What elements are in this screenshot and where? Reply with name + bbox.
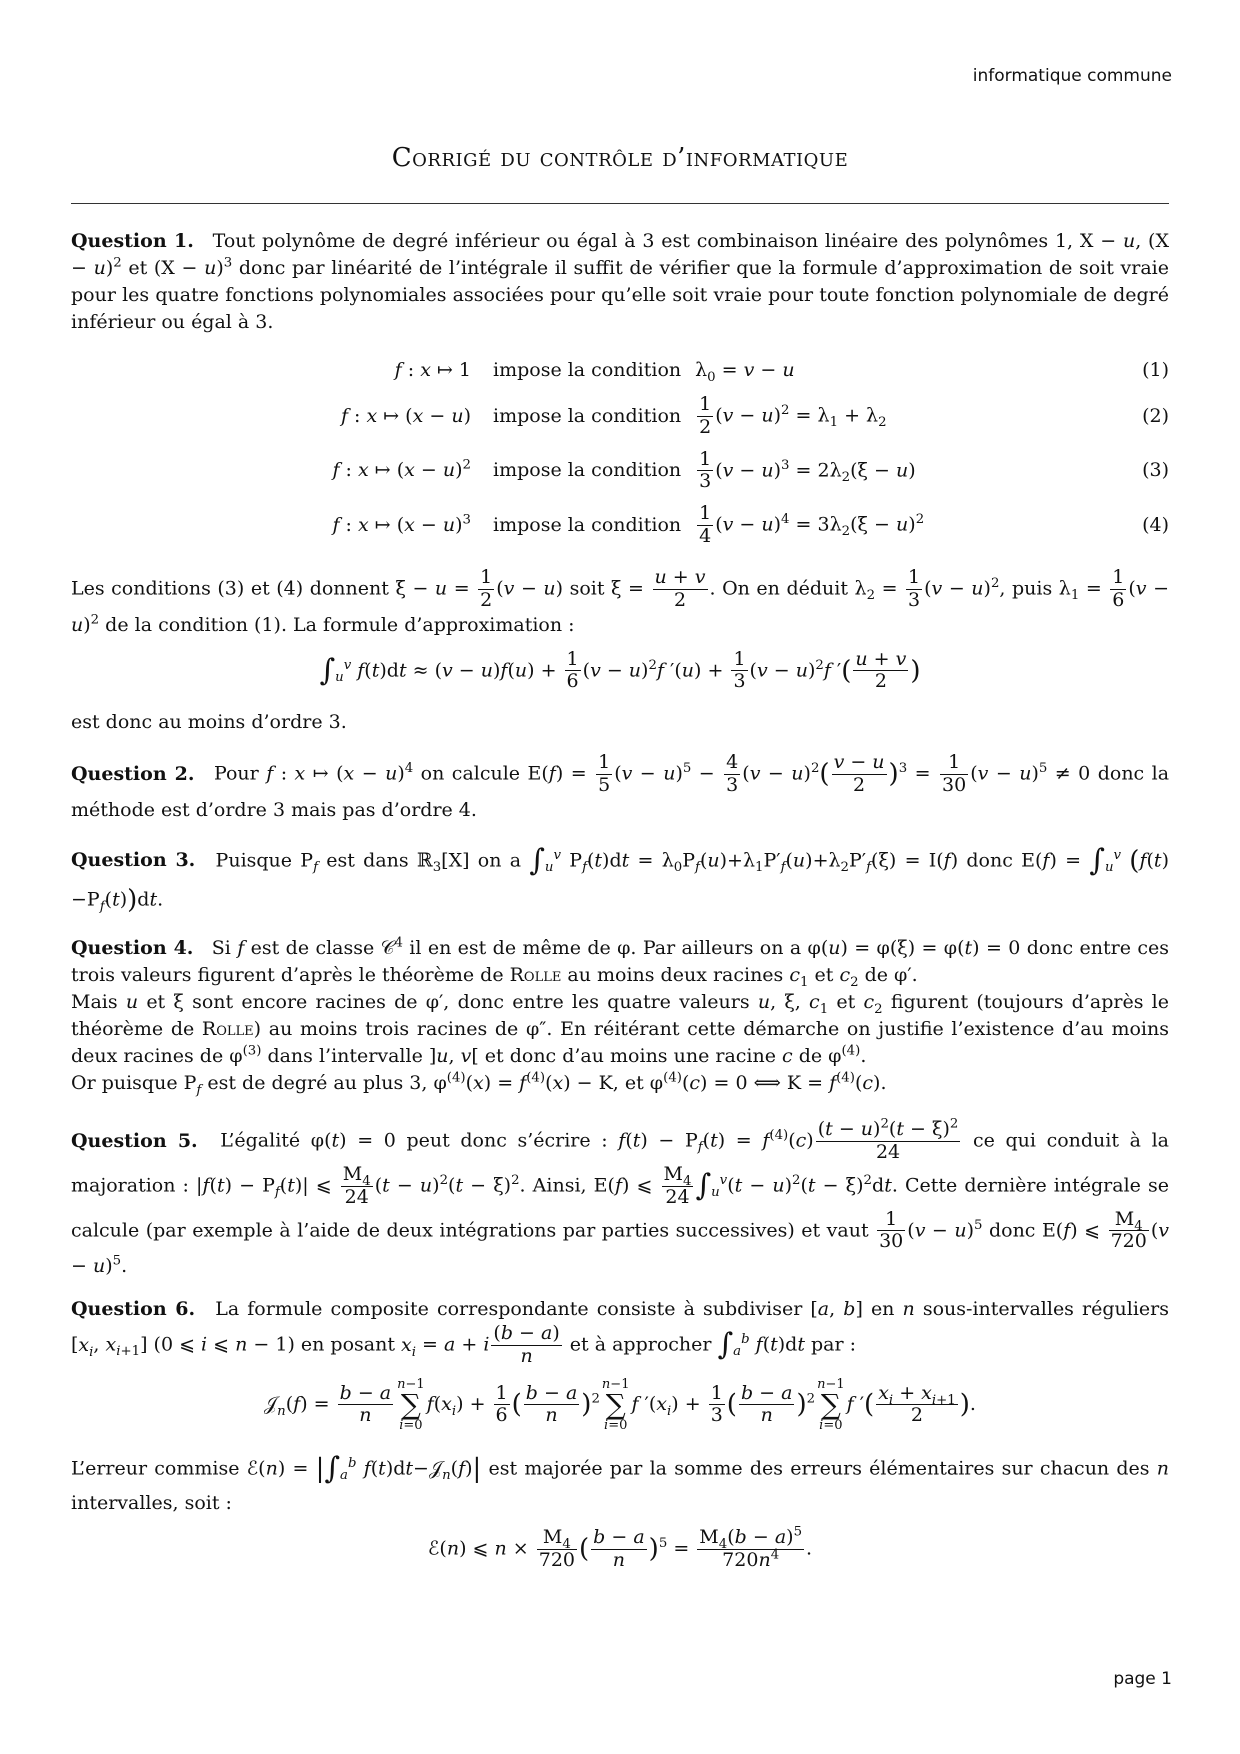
q1-paragraph: Question 1. Tout polynôme de degré inférieur ou égal à 3 est combinaison linéaire des polynômes 1, X − u, $(X - u)^2$ et $(X - u)^3$ donc par linéarité de l’intégrale il suffit de vérifier que la formule d’approximation de soit vraie pour les quatre fonctions polynomiales associées pour qu’elle soit vraie pour toute fonction polynomiale de degré inférieur ou égal à 3.	[71, 230, 1169, 333]
error-bound-formula: ℰ(n) ⩽ n × $\frac{M_4}{720}$ ( $\frac{b - a}{n}$ )$^5$ = $\frac{M_4(b - a)^5}{720n^4}$ .	[427, 1525, 813, 1572]
q3-paragraph: Question 3. Puisque $P_f$ est dans ℝ$_3$[X] on a $\int_u^v$ $P_f(t)dt = \lambda_0P_f(u)+\lambda_1P'_f(u)+\lambda_2P'_f(\xi) = I(f)$ donc $E(f) = \int_u^v$ $(f(t)-P_f(t))dt$.	[71, 842, 1169, 916]
q2-label: Question 2.	[71, 762, 195, 785]
q2-paragraph: Question 2. Pour f : x ↦ $(x - u)^4$ on calcule E(f) = $\frac{1}{5}$ $(v - u)^5$ − $\frac{4}{3}$ $(v - u)^2$( $\frac{v - u}{2}$ )$^3$ = $\frac{1}{30}$ $(v - u)^5 \ne 0$ donc la méthode est d’ordre 3 mais pas d’ordre 4.	[71, 751, 1170, 821]
composite-formula: 𝒥$_n$(f) = $\frac{b - a}{n}$ n−1 ∑ i=0 $f(x_i)$ + $\frac{1}{6}$ ( $\frac{b - a}{n}$ )$^2$ n−1 ∑ i=0 f $'(x_i)$ + $\frac{1}{3}$ ( $\frac{b - a}{n}$ )$^2$ n−1 ∑ i=0 f ′( $\frac{x_i + x_{i+1}}{2}$ ).	[264, 1376, 976, 1433]
condition-row: f : x ↦ $(x - u)^2$ impose la condition $\frac{1}{3}$ $(v - u)^3 = 2\lambda_2(\xi - u)$ (3)	[71, 444, 1169, 499]
q5-label: Question 5.	[71, 1129, 198, 1152]
q1-end: est donc au moins d’ordre 3.	[71, 711, 347, 734]
q1-label: Question 1.	[71, 230, 194, 252]
q5-paragraph: Question 5. L’égalité φ(t) = 0 peut donc s’écrire : $f(t) - P_f(t) = f^{(4)}(c)$ $\frac{(t - u)^2(t - \xi)^2}{24}$ ce qui conduit à la majoration : $|f(t) - P_f(t)|$ ⩽ $\frac{M_4}{24}$ $(t - u)^2(t - \xi)^2$. Ainsi, E(f) ⩽ $\frac{M_4}{24}$ $\int_u^v(t - u)^2(t - \xi)^2dt$. Cette dernière intégrale se calcule (par exemple à l’aide de deux intégrations par parties successives) et vaut $\frac{1}{30}$ $(v - u)^5$ donc E(f) ⩽ $\frac{M_4}{720}$ $(v - u)^5$.	[71, 1116, 1170, 1278]
title-rule	[71, 203, 1169, 204]
equation-number: (4)	[1142, 514, 1169, 537]
equation-number: (1)	[1142, 358, 1169, 381]
q6-error: L’erreur commise ℰ(n) = $|\int_a^b$ f(t)dt−𝒥$_n$(f)| est majorée par la somme des erreurs élémentaires sur chacun des n intervalles, soit :	[71, 1450, 1169, 1515]
page-title: Corrigé du contrôle d’informatique	[391, 143, 849, 173]
equation-number: (2)	[1142, 404, 1169, 427]
q1-conclusion: Les conditions (3) et (4) donnent ξ − u = $\frac{1}{2}$ (v − u) soit ξ = $\frac{u + v}{2}$ . On en déduit $\lambda_2$ = $\frac{1}{3}$ $(v - u)^2$, puis $\lambda_1$ = $\frac{1}{6}$ $(v - u)^2$ de la condition (1). La formule d’approximation :	[71, 565, 1169, 636]
q6-label: Question 6.	[71, 1298, 196, 1321]
condition-row: f : x ↦ $(x - u)^3$ impose la condition $\frac{1}{4}$ $(v - u)^4 = 3\lambda_2(\xi - u)^2$ (4)	[71, 498, 1169, 553]
approximation-formula: $\int_u^v$ f(t)dt ≈ (v − u)f(u) + $\frac{1}{6}$ $(v - u)^2f$ ′(u) + $\frac{1}{3}$ $(v - u)^2f$ ′( $\frac{u + v}{2}$ )	[319, 647, 921, 693]
condition-row: f : x ↦ 1 impose la condition $\lambda_0 = v - u$ (1)	[71, 352, 1169, 389]
document-body	[71, 228, 1169, 1588]
condition-row: f : x ↦ (x − u) impose la condition $\frac{1}{2}$ $(v - u)^2 = \lambda_1 + \lambda_2$ (2)	[71, 389, 1169, 444]
page-number: page 1	[1113, 1669, 1172, 1689]
conditions-table	[71, 352, 1169, 553]
course-header: informatique commune	[972, 66, 1172, 86]
q3-label: Question 3.	[71, 849, 196, 872]
q4-paragraph: Question 4. Si f est de classe 𝒞$^4$ il en est de même de φ. Par ailleurs on a φ(u) = φ(ξ) = φ(t) = 0 donc entre ces trois valeurs figurent d’après le théorème de Rolle au moins deux racines $c_1$ et $c_2$ de φ′. Mais u et ξ sont encore racines de φ′, donc entre les quatre valeurs u, ξ, $c_1$ et $c_2$ figurent (toujours d’après le théorème de Rolle) au moins trois racines de φ″. En réitérant cette démarche on justifie l’existence d’au moins deux racines de $\varphi^{(3)}$ dans l’intervalle ]u, v[ et donc d’au moins une racine c de $\varphi^{(4)}$. Or puisque $P_f$ est de degré au plus 3, $\varphi^{(4)}(x) = f^{(4)}(x) - K$, et $\varphi^{(4)}(c) = 0$ ⟺ $K = f^{(4)}(c)$.	[71, 936, 1169, 1099]
equation-number: (3)	[1142, 459, 1169, 482]
q4-label: Question 4.	[71, 937, 194, 960]
q6-paragraph: Question 6. La formule composite correspondante consiste à subdiviser [a, b] en n sous-intervalles réguliers [$x_i$, $x_{i+1}$] (0 ⩽ i ⩽ n − 1) en posant $x_i = a + i$ $\frac{(b - a)}{n}$ et à approcher $\int_a^b$ f(t)dt par :	[71, 1298, 1169, 1368]
